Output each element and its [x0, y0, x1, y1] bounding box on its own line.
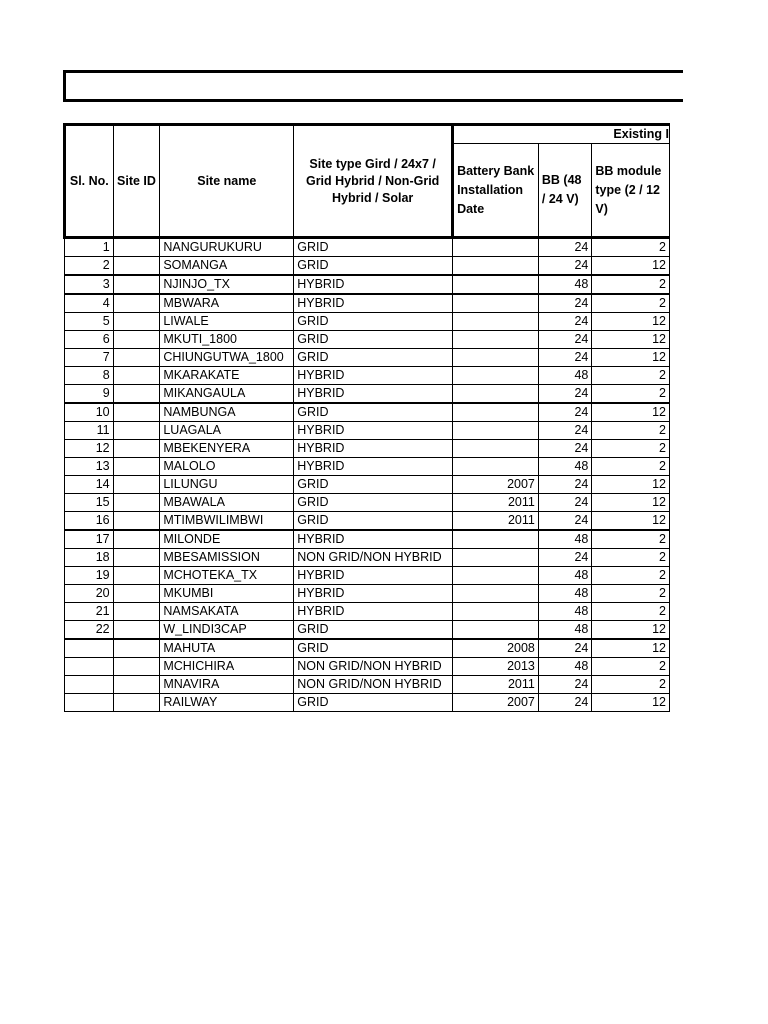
- cell-bb-install-date[interactable]: [453, 621, 539, 640]
- cell-site-id[interactable]: [113, 694, 160, 712]
- cell-bb-module-type[interactable]: 12: [592, 694, 670, 712]
- cell-bb-module-type[interactable]: 2: [592, 567, 670, 585]
- cell-bb-voltage[interactable]: 24: [538, 694, 592, 712]
- table-row: [65, 440, 670, 458]
- cell-bb-install-date[interactable]: [453, 422, 539, 440]
- cell-bb-module-type[interactable]: 12: [592, 639, 670, 658]
- cell-sl-no[interactable]: 7: [65, 349, 114, 367]
- cell-bb-module-type[interactable]: 2: [592, 294, 670, 313]
- cell-sl-no[interactable]: 22: [65, 621, 114, 640]
- table-row: [65, 476, 670, 494]
- cell-bb-module-type[interactable]: 2: [592, 603, 670, 621]
- cell-sl-no[interactable]: 17: [65, 530, 114, 549]
- table-row: [65, 639, 670, 658]
- cell-bb-voltage[interactable]: 24: [538, 494, 592, 512]
- cell-sl-no[interactable]: 21: [65, 603, 114, 621]
- cell-site-name[interactable]: LILUNGU: [160, 476, 294, 494]
- cell-bb-module-type[interactable]: 12: [592, 476, 670, 494]
- cell-bb-voltage[interactable]: 48: [538, 567, 592, 585]
- cell-sl-no[interactable]: [65, 639, 114, 658]
- cell-site-id[interactable]: [113, 658, 160, 676]
- cell-bb-module-type[interactable]: 12: [592, 331, 670, 349]
- cell-bb-module-type[interactable]: 12: [592, 403, 670, 422]
- cell-sl-no[interactable]: 16: [65, 512, 114, 531]
- table-row: [65, 530, 670, 549]
- cell-bb-install-date[interactable]: [453, 349, 539, 367]
- cell-site-id[interactable]: [113, 313, 160, 331]
- table-row: [65, 275, 670, 294]
- cell-bb-module-type[interactable]: 2: [592, 385, 670, 404]
- cell-site-name[interactable]: NAMBUNGA: [160, 403, 294, 422]
- cell-bb-install-date[interactable]: [453, 549, 539, 567]
- cell-site-id[interactable]: [113, 567, 160, 585]
- cell-site-type[interactable]: HYBRID: [294, 275, 453, 294]
- cell-site-name[interactable]: NAMSAKATA: [160, 603, 294, 621]
- cell-bb-voltage[interactable]: 24: [538, 313, 592, 331]
- cell-site-name[interactable]: MALOLO: [160, 458, 294, 476]
- cell-site-id[interactable]: [113, 294, 160, 313]
- cell-bb-module-type[interactable]: 2: [592, 440, 670, 458]
- cell-sl-no[interactable]: [65, 694, 114, 712]
- cell-bb-install-date[interactable]: 2011: [453, 512, 539, 531]
- cell-bb-voltage[interactable]: 48: [538, 603, 592, 621]
- cell-bb-install-date[interactable]: [453, 331, 539, 349]
- cell-site-type[interactable]: HYBRID: [294, 440, 453, 458]
- table-row: [65, 458, 670, 476]
- cell-site-name[interactable]: RAILWAY: [160, 694, 294, 712]
- cell-sl-no[interactable]: 11: [65, 422, 114, 440]
- cell-bb-install-date[interactable]: [453, 238, 539, 257]
- cell-bb-install-date[interactable]: 2007: [453, 476, 539, 494]
- table-row: [65, 403, 670, 422]
- cell-bb-voltage[interactable]: 48: [538, 367, 592, 385]
- cell-sl-no[interactable]: 14: [65, 476, 114, 494]
- cell-bb-install-date[interactable]: [453, 367, 539, 385]
- table-row: [65, 512, 670, 531]
- cell-site-name[interactable]: MKUTI_1800: [160, 331, 294, 349]
- cell-sl-no[interactable]: 4: [65, 294, 114, 313]
- cell-bb-install-date[interactable]: [453, 257, 539, 276]
- cell-site-id[interactable]: [113, 494, 160, 512]
- cell-site-type[interactable]: GRID: [294, 313, 453, 331]
- cell-bb-install-date[interactable]: 2011: [453, 494, 539, 512]
- header-sl-no[interactable]: Sl. No.: [65, 125, 114, 238]
- cell-site-id[interactable]: [113, 238, 160, 257]
- cell-bb-install-date[interactable]: [453, 275, 539, 294]
- cell-site-type[interactable]: GRID: [294, 403, 453, 422]
- table-row: [65, 257, 670, 276]
- table-row: [65, 422, 670, 440]
- cell-site-id[interactable]: [113, 585, 160, 603]
- cell-bb-voltage[interactable]: 24: [538, 512, 592, 531]
- cell-bb-install-date[interactable]: 2007: [453, 694, 539, 712]
- cell-site-id[interactable]: [113, 367, 160, 385]
- cell-sl-no[interactable]: [65, 676, 114, 694]
- table-row: [65, 313, 670, 331]
- cell-bb-module-type[interactable]: 2: [592, 238, 670, 257]
- header-site-name[interactable]: Site name: [160, 125, 294, 238]
- table-row: [65, 294, 670, 313]
- cell-bb-voltage[interactable]: 24: [538, 331, 592, 349]
- cell-bb-voltage[interactable]: 48: [538, 621, 592, 640]
- spreadsheet: [63, 123, 670, 712]
- cell-sl-no[interactable]: 15: [65, 494, 114, 512]
- cell-site-type[interactable]: HYBRID: [294, 367, 453, 385]
- table-row: [65, 238, 670, 257]
- cell-site-name[interactable]: SOMANGA: [160, 257, 294, 276]
- cell-site-id[interactable]: [113, 458, 160, 476]
- table-body: [65, 238, 670, 712]
- cell-bb-install-date[interactable]: 2011: [453, 676, 539, 694]
- table-row: [65, 494, 670, 512]
- cell-sl-no[interactable]: 12: [65, 440, 114, 458]
- table-row: [65, 621, 670, 640]
- cell-bb-module-type[interactable]: 2: [592, 367, 670, 385]
- cell-bb-module-type[interactable]: 2: [592, 585, 670, 603]
- cell-bb-voltage[interactable]: 24: [538, 257, 592, 276]
- cell-sl-no[interactable]: 2: [65, 257, 114, 276]
- cell-site-type[interactable]: GRID: [294, 257, 453, 276]
- cell-site-type[interactable]: HYBRID: [294, 422, 453, 440]
- cell-bb-install-date[interactable]: [453, 585, 539, 603]
- table-row: [65, 549, 670, 567]
- cell-site-id[interactable]: [113, 275, 160, 294]
- cell-site-id[interactable]: [113, 403, 160, 422]
- cell-site-id[interactable]: [113, 257, 160, 276]
- table-row: [65, 676, 670, 694]
- cell-bb-voltage[interactable]: 24: [538, 476, 592, 494]
- cell-bb-install-date[interactable]: [453, 440, 539, 458]
- cell-site-type[interactable]: HYBRID: [294, 458, 453, 476]
- cell-site-type[interactable]: HYBRID: [294, 603, 453, 621]
- cell-site-name[interactable]: NANGURUKURU: [160, 238, 294, 257]
- cell-bb-module-type[interactable]: 12: [592, 313, 670, 331]
- cell-site-id[interactable]: [113, 639, 160, 658]
- cell-site-type[interactable]: GRID: [294, 331, 453, 349]
- cell-sl-no[interactable]: 6: [65, 331, 114, 349]
- cell-bb-install-date[interactable]: [453, 403, 539, 422]
- cell-site-type[interactable]: GRID: [294, 349, 453, 367]
- cell-bb-module-type[interactable]: 2: [592, 275, 670, 294]
- cell-site-type[interactable]: HYBRID: [294, 585, 453, 603]
- cell-site-name[interactable]: CHIUNGUTWA_1800: [160, 349, 294, 367]
- cell-bb-voltage[interactable]: 24: [538, 349, 592, 367]
- cell-bb-module-type[interactable]: 12: [592, 512, 670, 531]
- table-row: [65, 385, 670, 404]
- cell-bb-install-date[interactable]: [453, 313, 539, 331]
- cell-bb-install-date[interactable]: [453, 567, 539, 585]
- header-site-id[interactable]: Site ID: [113, 125, 160, 238]
- cell-bb-module-type[interactable]: 2: [592, 530, 670, 549]
- cell-site-id[interactable]: [113, 422, 160, 440]
- cell-bb-module-type[interactable]: 2: [592, 549, 670, 567]
- cell-sl-no[interactable]: 8: [65, 367, 114, 385]
- header-bb-install-date[interactable]: Battery Bank Installation Date: [453, 144, 539, 238]
- cell-bb-module-type[interactable]: 12: [592, 621, 670, 640]
- cell-bb-install-date[interactable]: [453, 294, 539, 313]
- cell-site-type[interactable]: HYBRID: [294, 567, 453, 585]
- cell-bb-module-type[interactable]: 2: [592, 658, 670, 676]
- cell-site-name[interactable]: MBESAMISSION: [160, 549, 294, 567]
- cell-bb-install-date[interactable]: 2008: [453, 639, 539, 658]
- cell-bb-module-type[interactable]: 12: [592, 494, 670, 512]
- cell-site-id[interactable]: [113, 331, 160, 349]
- title-box: [63, 70, 683, 102]
- cell-bb-voltage[interactable]: 24: [538, 422, 592, 440]
- table-row: [65, 331, 670, 349]
- cell-bb-voltage[interactable]: 48: [538, 658, 592, 676]
- cell-site-id[interactable]: [113, 549, 160, 567]
- cell-site-name[interactable]: LIWALE: [160, 313, 294, 331]
- cell-site-type[interactable]: GRID: [294, 694, 453, 712]
- cell-site-name[interactable]: MAHUTA: [160, 639, 294, 658]
- cell-site-name[interactable]: MCHOTEKA_TX: [160, 567, 294, 585]
- cell-site-name[interactable]: MBAWALA: [160, 494, 294, 512]
- header-bb-voltage[interactable]: BB (48 / 24 V): [538, 144, 592, 238]
- cell-site-id[interactable]: [113, 603, 160, 621]
- cell-site-id[interactable]: [113, 385, 160, 404]
- cell-bb-voltage[interactable]: 24: [538, 440, 592, 458]
- table-row: [65, 367, 670, 385]
- cell-site-name[interactable]: MCHICHIRA: [160, 658, 294, 676]
- cell-sl-no[interactable]: 1: [65, 238, 114, 257]
- cell-site-name[interactable]: MTIMBWILIMBWI: [160, 512, 294, 531]
- cell-sl-no[interactable]: 13: [65, 458, 114, 476]
- cell-site-type[interactable]: HYBRID: [294, 530, 453, 549]
- cell-sl-no[interactable]: 9: [65, 385, 114, 404]
- cell-bb-voltage[interactable]: 48: [538, 530, 592, 549]
- table-row: [65, 567, 670, 585]
- cell-site-id[interactable]: [113, 621, 160, 640]
- table-row: [65, 658, 670, 676]
- cell-bb-voltage[interactable]: 24: [538, 385, 592, 404]
- cell-site-name[interactable]: MKUMBI: [160, 585, 294, 603]
- cell-sl-no[interactable]: 10: [65, 403, 114, 422]
- header-existing-group[interactable]: Existing I: [453, 125, 670, 144]
- table-row: [65, 349, 670, 367]
- cell-site-id[interactable]: [113, 476, 160, 494]
- cell-bb-voltage[interactable]: 24: [538, 676, 592, 694]
- cell-bb-install-date[interactable]: 2013: [453, 658, 539, 676]
- cell-site-name[interactable]: MILONDE: [160, 530, 294, 549]
- cell-bb-voltage[interactable]: 24: [538, 639, 592, 658]
- cell-bb-module-type[interactable]: 12: [592, 257, 670, 276]
- cell-bb-module-type[interactable]: 2: [592, 676, 670, 694]
- cell-site-name[interactable]: MIKANGAULA: [160, 385, 294, 404]
- cell-site-name[interactable]: MBEKENYERA: [160, 440, 294, 458]
- cell-site-id[interactable]: [113, 512, 160, 531]
- cell-bb-voltage[interactable]: 24: [538, 294, 592, 313]
- cell-site-name[interactable]: LUAGALA: [160, 422, 294, 440]
- cell-site-id[interactable]: [113, 349, 160, 367]
- cell-site-type[interactable]: HYBRID: [294, 385, 453, 404]
- cell-bb-voltage[interactable]: 24: [538, 238, 592, 257]
- cell-site-type[interactable]: GRID: [294, 512, 453, 531]
- cell-bb-voltage[interactable]: 24: [538, 549, 592, 567]
- cell-bb-install-date[interactable]: [453, 458, 539, 476]
- cell-sl-no[interactable]: 20: [65, 585, 114, 603]
- cell-bb-install-date[interactable]: [453, 385, 539, 404]
- cell-site-type[interactable]: GRID: [294, 238, 453, 257]
- cell-site-type[interactable]: HYBRID: [294, 294, 453, 313]
- cell-site-name[interactable]: MBWARA: [160, 294, 294, 313]
- cell-sl-no[interactable]: 19: [65, 567, 114, 585]
- cell-site-id[interactable]: [113, 530, 160, 549]
- table-row: [65, 694, 670, 712]
- cell-bb-voltage[interactable]: 48: [538, 458, 592, 476]
- cell-site-type[interactable]: GRID: [294, 639, 453, 658]
- cell-site-type[interactable]: GRID: [294, 621, 453, 640]
- cell-site-type[interactable]: GRID: [294, 476, 453, 494]
- cell-sl-no[interactable]: 3: [65, 275, 114, 294]
- cell-bb-voltage[interactable]: 48: [538, 585, 592, 603]
- cell-bb-install-date[interactable]: [453, 603, 539, 621]
- cell-site-id[interactable]: [113, 676, 160, 694]
- cell-site-name[interactable]: MNAVIRA: [160, 676, 294, 694]
- cell-bb-module-type[interactable]: 2: [592, 458, 670, 476]
- table-row: [65, 603, 670, 621]
- cell-bb-voltage[interactable]: 48: [538, 275, 592, 294]
- table-row: [65, 585, 670, 603]
- cell-bb-voltage[interactable]: 24: [538, 403, 592, 422]
- cell-site-name[interactable]: MKARAKATE: [160, 367, 294, 385]
- sites-table: [63, 123, 670, 712]
- header-site-type[interactable]: Site type Gird / 24x7 / Grid Hybrid / Non-Grid Hybrid / Solar: [294, 125, 453, 238]
- cell-bb-module-type[interactable]: 2: [592, 422, 670, 440]
- cell-site-id[interactable]: [113, 440, 160, 458]
- cell-sl-no[interactable]: 5: [65, 313, 114, 331]
- cell-sl-no[interactable]: [65, 658, 114, 676]
- cell-site-type[interactable]: GRID: [294, 494, 453, 512]
- cell-site-name[interactable]: W_LINDI3CAP: [160, 621, 294, 640]
- cell-bb-module-type[interactable]: 12: [592, 349, 670, 367]
- cell-site-type[interactable]: NON GRID/NON HYBRID: [294, 549, 453, 567]
- cell-bb-install-date[interactable]: [453, 530, 539, 549]
- cell-site-type[interactable]: NON GRID/NON HYBRID: [294, 658, 453, 676]
- cell-site-type[interactable]: NON GRID/NON HYBRID: [294, 676, 453, 694]
- cell-sl-no[interactable]: 18: [65, 549, 114, 567]
- cell-site-name[interactable]: NJINJO_TX: [160, 275, 294, 294]
- header-bb-module-type[interactable]: BB module type (2 / 12 V): [592, 144, 670, 238]
